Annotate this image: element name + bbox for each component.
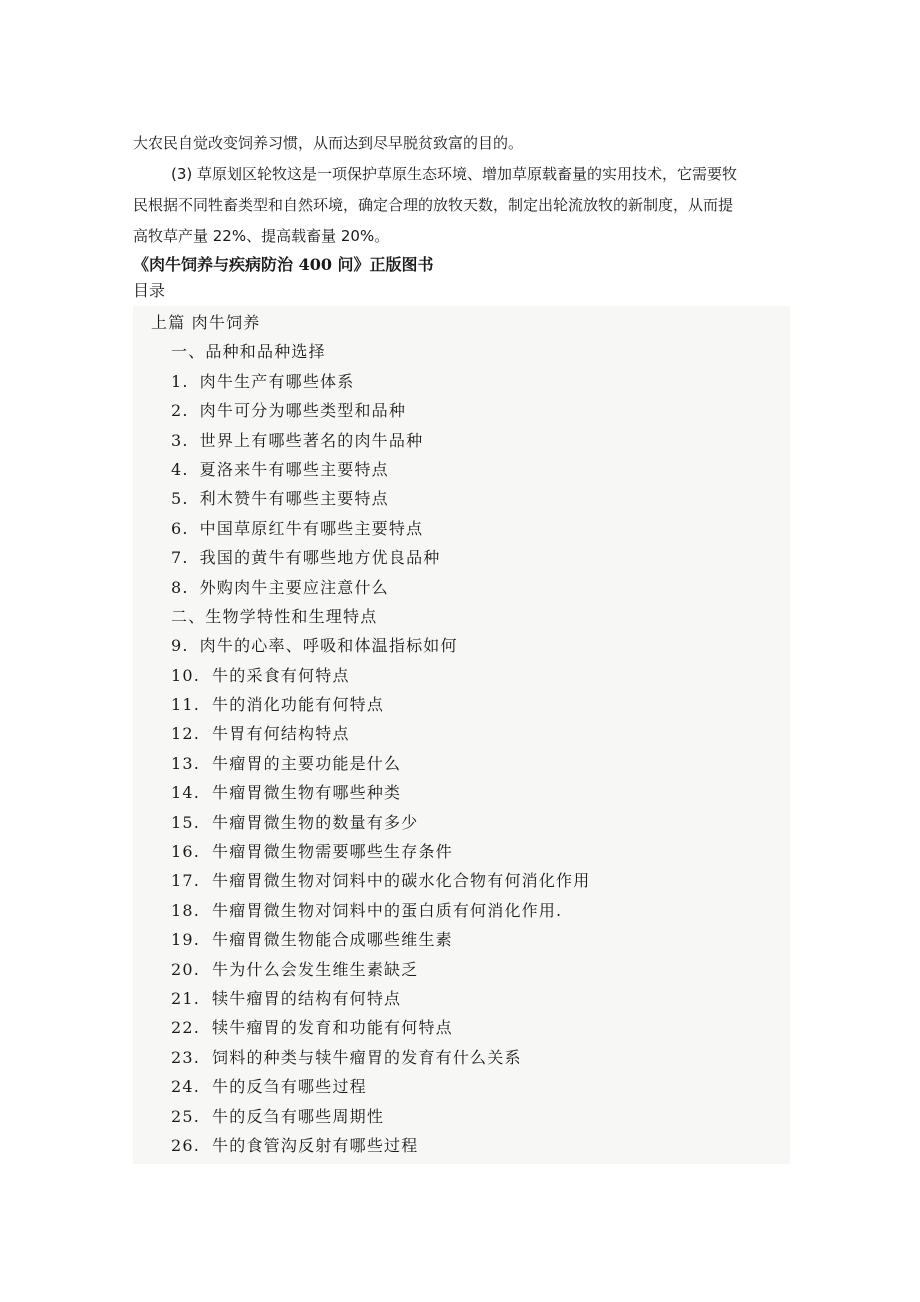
toc-item-text: 牛的反刍有哪些周期性 [212,1106,385,1126]
toc-item [133,778,790,807]
toc-item-text: 牛瘤胃微生物对饲料中的碳水化合物有何消化作用 [212,871,591,891]
toc-item-text: 牛瘤胃微生物有哪些种类 [212,783,402,803]
toc-item [133,543,790,572]
toc-item-number: 24. [171,1077,201,1097]
toc-item [133,426,790,455]
toc-item-text: 中国草原红牛有哪些主要特点 [199,518,424,538]
toc-heading: 目录 [133,281,166,300]
toc-item-text: 牛胃有何结构特点 [212,724,350,744]
toc-item-text: 牛瘤胃微生物能合成哪些维生素 [212,930,453,950]
toc-item [133,514,790,543]
toc-item [133,1013,790,1042]
toc-item-number: 18. [171,900,201,920]
toc-item-text: 犊牛瘤胃的发育和功能有何特点 [212,1018,453,1038]
toc-item-text: 肉牛可分为哪些类型和品种 [199,401,407,421]
toc-item-number: 9. [171,636,189,656]
toc-item [133,367,790,396]
toc-item-number: 11. [171,695,201,715]
toc-item-number: 7. [171,548,189,568]
toc-item-number: 1. [171,371,189,391]
toc-chapter1-list [133,367,790,602]
toc-item-number: 15. [171,812,201,832]
toc-item [133,719,790,748]
toc-item-text: 牛的消化功能有何特点 [212,695,385,715]
toc-item-number: 20. [171,959,201,979]
toc-item [133,631,790,660]
toc-item-number: 22. [171,1018,201,1038]
toc-item-number: 17. [171,871,201,891]
toc-item-number: 10. [171,665,201,685]
toc-item-text: 利木赞牛有哪些主要特点 [199,489,389,509]
toc-item-text: 牛瘤胃微生物需要哪些生存条件 [212,842,453,862]
toc-item-number: 8. [171,577,189,597]
toc-item [133,661,790,690]
toc-item [133,690,790,719]
toc-item [133,573,790,602]
toc-item-number: 3. [171,430,189,450]
toc-item [133,808,790,837]
toc-item-number: 23. [171,1047,201,1067]
toc-item [133,455,790,484]
toc-item [133,1072,790,1101]
toc-item-text: 牛瘤胃微生物的数量有多少 [212,812,419,832]
paragraph-line: 大农民自觉改变饲养习惯，从而达到尽早脱贫致富的目的。 [133,134,524,152]
toc-item-text: 世界上有哪些著名的肉牛品种 [199,430,424,450]
toc-item [133,749,790,778]
book-title: 《肉牛饲养与疾病防治 400 问》正版图书 [133,255,434,274]
toc-item-number: 16. [171,842,201,862]
toc-item [133,1131,790,1160]
toc-item-number: 26. [171,1135,201,1155]
toc-item-number: 4. [171,459,189,479]
toc-item-text: 饲料的种类与犊牛瘤胃的发育有什么关系 [212,1047,522,1067]
toc-item-number: 13. [171,753,201,773]
toc-item-text: 牛为什么会发生维生素缺乏 [212,959,419,979]
toc-item-text: 牛的采食有何特点 [212,665,350,685]
toc-item [133,984,790,1013]
toc-item [133,1043,790,1072]
toc-item-number: 5. [171,489,189,509]
toc-item [133,484,790,513]
toc-item-text: 肉牛的心率、呼吸和体温指标如何 [199,636,458,656]
toc-chapter2-list [133,631,790,1160]
toc-item-text: 我国的黄牛有哪些地方优良品种 [199,548,441,568]
toc-item-number: 6. [171,518,189,538]
paragraph-line: (3) 草原划区轮牧这是一项保护草原生态环境、增加草原载畜量的实用技术，它需要牧 [171,165,738,183]
toc-item-number: 25. [171,1106,201,1126]
toc-chapter-title: 一、品种和品种选择 [171,342,326,362]
toc-item-number: 19. [171,930,201,950]
toc-item [133,866,790,895]
toc-item-number: 21. [171,988,201,1008]
document-page [133,128,793,1164]
table-of-contents [133,306,790,1164]
paragraph-line: 民根据不同牲畜类型和自然环境，确定合理的放牧天数，制定出轮流放牧的新制度，从而提 [133,196,734,214]
toc-chapter-title: 二、生物学特性和生理特点 [171,606,378,626]
toc-item-text: 肉牛生产有哪些体系 [199,371,355,391]
toc-part-title: 上篇 肉牛饲养 [151,313,261,332]
toc-item-text: 牛瘤胃微生物对饲料中的蛋白质有何消化作用. [212,900,563,920]
toc-item [133,396,790,425]
toc-item-text: 牛的食管沟反射有哪些过程 [212,1135,419,1155]
toc-item-text: 牛瘤胃的主要功能是什么 [212,753,402,773]
toc-item-number: 2. [171,401,189,421]
paragraph-line: 高牧草产量 22%、提高载畜量 20%。 [133,227,390,245]
toc-item [133,955,790,984]
toc-item-text: 外购肉牛主要应注意什么 [199,577,389,597]
paragraph-continuation [133,128,793,159]
toc-item-text: 犊牛瘤胃的结构有何特点 [212,988,402,1008]
toc-item [133,896,790,925]
toc-item-number: 14. [171,783,201,803]
toc-item-text: 牛的反刍有哪些过程 [212,1077,367,1097]
toc-item-number: 12. [171,724,201,744]
paragraph-grazing [133,159,793,252]
toc-item [133,837,790,866]
toc-item [133,925,790,954]
toc-item [133,1102,790,1131]
toc-item-text: 夏洛来牛有哪些主要特点 [199,459,389,479]
